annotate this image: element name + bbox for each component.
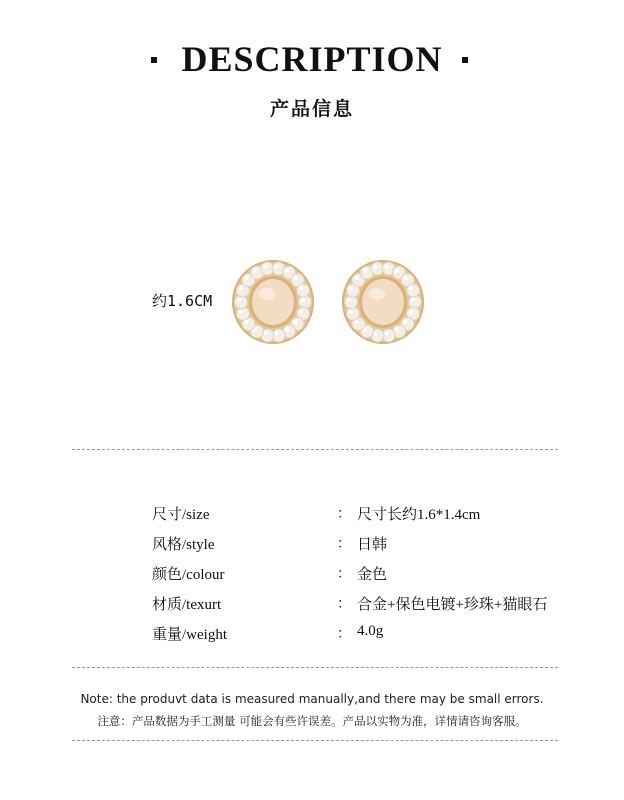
page-title: DESCRIPTION [181, 39, 443, 79]
note-english: Note: the produvt data is measured manually,and there may be small errors. [80, 692, 544, 706]
spec-colon: ： [337, 566, 351, 582]
spec-value: 4.0g [357, 623, 384, 639]
spec-label: 风格/style [152, 537, 215, 553]
spec-colon: ： [337, 506, 351, 522]
spec-row-weight [0, 623, 624, 647]
divider-bottom [72, 740, 558, 741]
page-subtitle: 产品信息 [269, 98, 354, 120]
spec-label: 重量/weight [152, 627, 227, 643]
right-bullet-icon [462, 57, 468, 63]
spec-label: 材质/texurt [152, 597, 222, 613]
spec-row-colour [0, 563, 624, 587]
spec-label: 颜色/colour [152, 567, 225, 583]
left-earring-icon [230, 258, 316, 346]
spec-value: 金色 [357, 567, 388, 583]
spec-colon: ： [337, 536, 351, 552]
spec-colon: ： [337, 596, 351, 612]
spec-value: 合金+保色电镀+珍珠+猫眼石 [357, 597, 548, 613]
spec-value: 日韩 [357, 537, 388, 553]
right-earring-icon [340, 258, 426, 346]
spec-row-size [0, 503, 624, 527]
divider-middle [72, 667, 558, 668]
spec-label: 尺寸/size [152, 507, 210, 523]
divider-top [72, 449, 558, 450]
size-label: 约1.6CM [152, 292, 213, 310]
spec-row-material [0, 593, 624, 617]
spec-colon: ： [337, 626, 351, 642]
spec-row-style [0, 533, 624, 557]
spec-value: 尺寸长约1.6*1.4cm [357, 507, 481, 523]
note-chinese: 注意：产品数据为手工测量 可能会有些许误差。产品以实物为准，详情请咨询客服。 [97, 714, 527, 728]
